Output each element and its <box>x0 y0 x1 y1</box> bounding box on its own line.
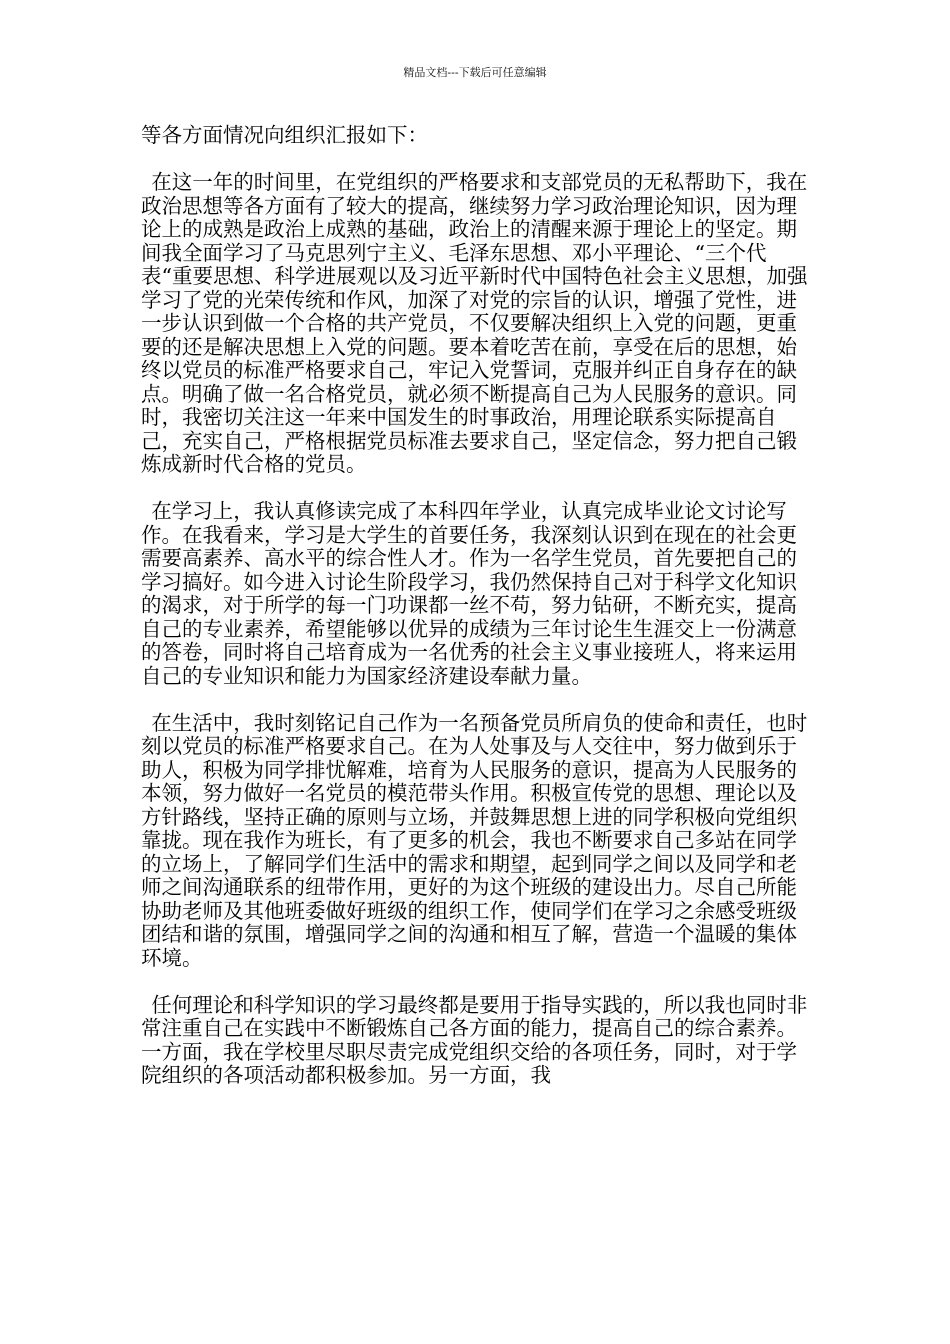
intro-line: 等各方面情况向组织汇报如下： <box>141 123 428 147</box>
paragraph-life: 在生活中，我时刻铭记自己作为一名预备党员所肩负的使命和责任，也时刻以党员的标准严格要求自己。在为人处事及与人交往中，努力做到乐于助人，积极为同学排忧解难，培育为人民服务的意识，提高为人民服务的本领，努力做好一名党员的模范带头作用。积极宣传党的思想、理论以及方针路线，坚持正确的原则与立场，并鼓舞思想上进的同学积极向党组织靠拢。现在我作为班长，有了更多的机会，我也不断要求自己多站在同学的立场上，了解同学们生活中的需求和期望，起到同学之间以及同学和老师之间沟通联系的纽带作用，更好的为这个班级的建设出力。尽自己所能协助老师及其他班委做好班级的组织工作，使同学们在学习之余感受班级团结和谐的氛围，增强同学之间的沟通和相互了解，营造一个温暖的集体环境。 <box>141 710 808 970</box>
paragraph-study: 在学习上，我认真修读完成了本科四年学业，认真完成毕业论文讨论写作。在我看来，学习是大学生的首要任务，我深刻认识到在现在的社会更需要高素养、高水平的综合性人才。作为一名学生党员，首先要把自己的学习搞好。如今进入讨论生阶段学习，我仍然保持自己对于科学文化知识的渴求，对于所学的每一门功课都一丝不苟，努力钻研，不断充实，提高自己的专业素养，希望能够以优异的成绩为三年讨论生生涯交上一份满意的答卷，同时将自己培育成为一名优秀的社会主义事业接班人，将来运用自己的专业知识和能力为国家经济建设奉献力量。 <box>141 499 797 688</box>
document-body <box>141 124 811 1088</box>
page-header: 精品文档---下载后可任意编辑 <box>403 66 547 79</box>
paragraph-practice: 任何理论和科学知识的学习最终都是要用于指导实践的，所以我也同时非常注重自己在实践中不断锻炼自己各方面的能力，提高自己的综合素养。一方面，我在学校里尽职尽责完成党组织交给的各项任务，同时，对于学院组织的各项活动都积极参加。另一方面，我 <box>141 992 808 1087</box>
paragraph-political: 在这一年的时间里，在党组织的严格要求和支部党员的无私帮助下，我在政治思想等各方面有了较大的提高，继续努力学习政治理论知识，因为理论上的成熟是政治上成熟的基础，政治上的清醒来源于理论上的坚定。期间我全面学习了马克思列宁主义、毛泽东思想、邓小平理论、“三个代表“重要思想、科学进展观以及习近平新时代中国特色社会主义思想，加强学习了党的光荣传统和作风，加深了对党的宗旨的认识，增强了党性，进一步认识到做一个合格的共产党员，不仅要解决组织上入党的问题，更重要的还是解决思想上入党的问题。要本着吃苦在前，享受在后的思想，始终以党员的标准严格要求自己，牢记入党誓词，克服并纠正自身存在的缺点。明确了做一名合格党员，就必须不断提高自己为人民服务的意识。同时，我密切关注这一年来中国发生的时事政治，用理论联系实际提高自己，充实自己，严格根据党员标准去要求自己，坚定信念，努力把自己锻炼成新时代合格的党员。 <box>141 170 808 476</box>
